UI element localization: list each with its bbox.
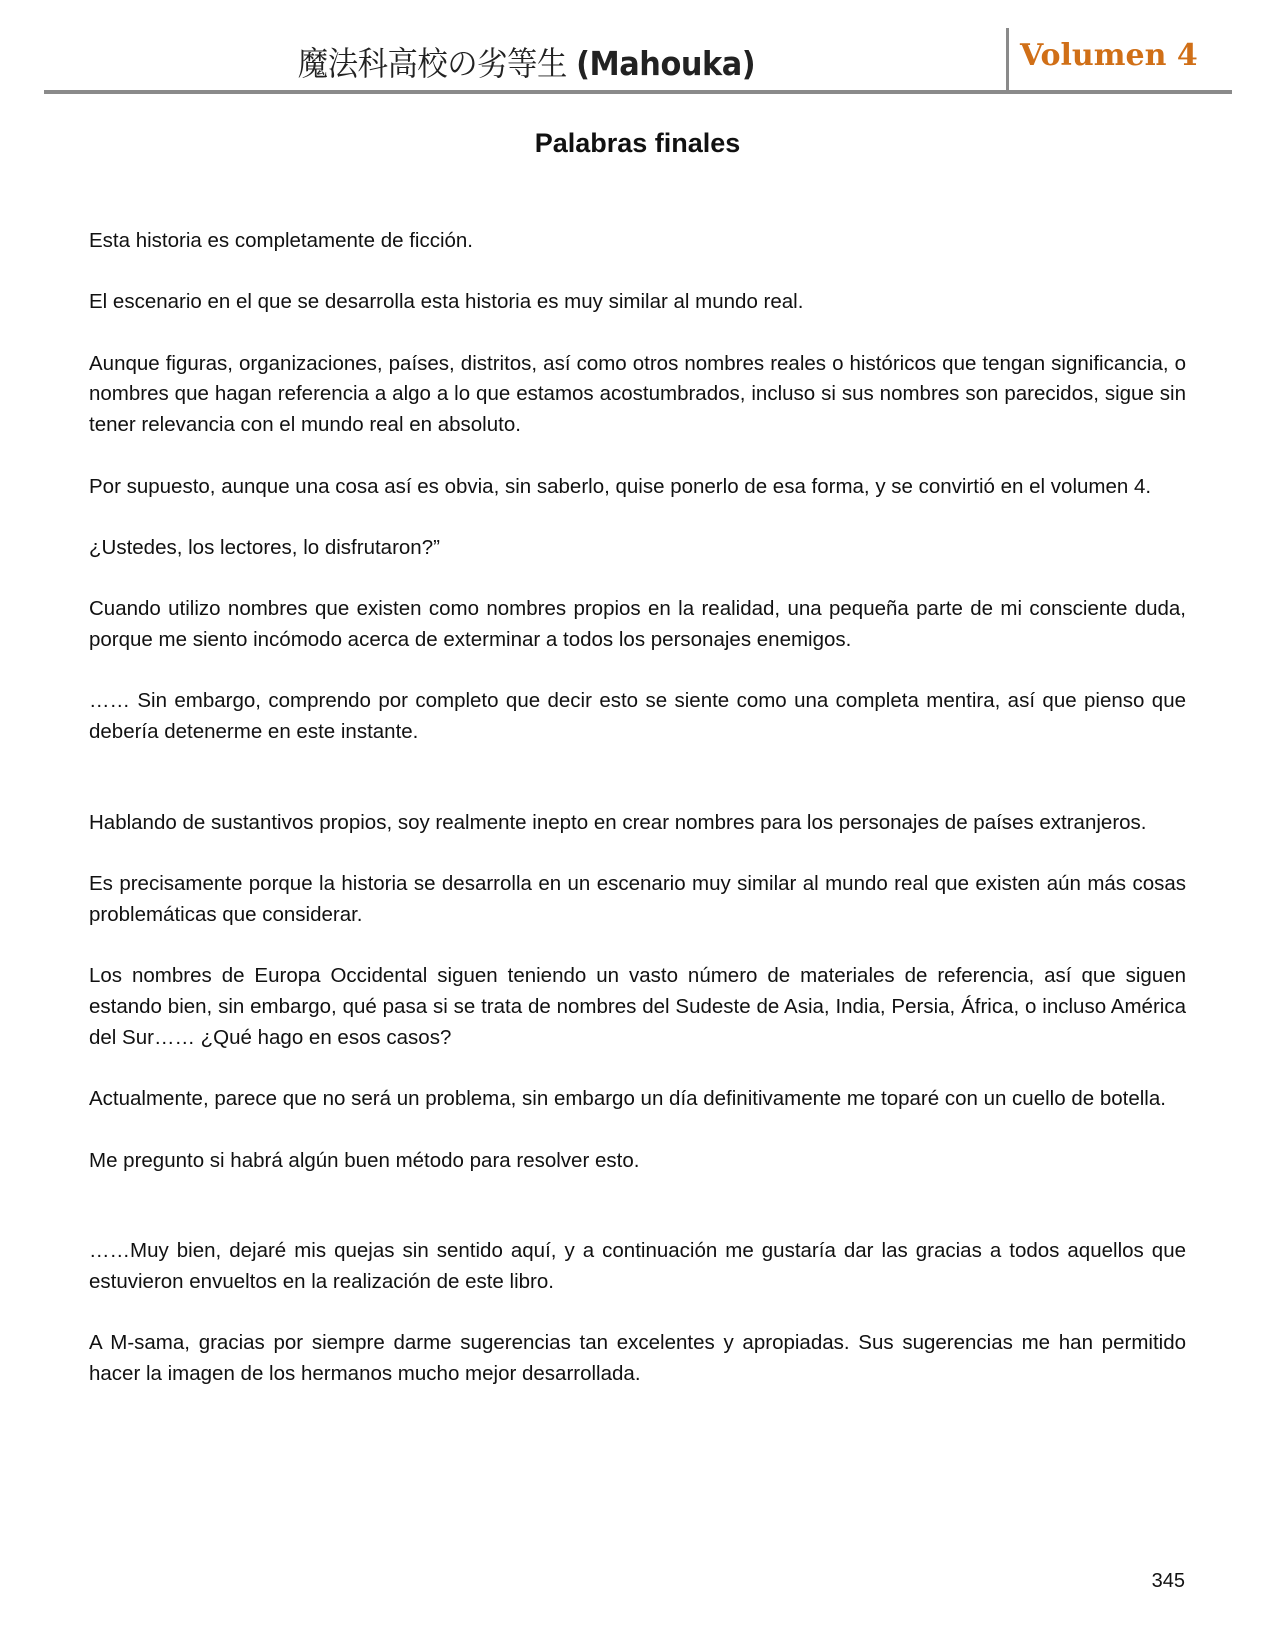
- paragraph: ……Muy bien, dejaré mis quejas sin sentido aquí, y a continuación me gustaría dar las gracias a todos aquellos que estuvieron envueltos en la realización de este libro.: [89, 1239, 1186, 1293]
- page-number: 345: [1151, 1570, 1185, 1592]
- page-header: [44, 28, 1232, 94]
- chapter-title: Palabras finales: [534, 128, 741, 158]
- header-vertical-divider: [1006, 28, 1009, 92]
- paragraph: Es precisamente porque la historia se desarrolla en un escenario muy similar al mundo real que existen aún más cosas problemáticas que considerar.: [89, 872, 1186, 926]
- paragraph: ¿Ustedes, los lectores, lo disfrutaron?”: [89, 535, 440, 559]
- header-rule: [44, 90, 1232, 94]
- paragraph: …… Sin embargo, comprendo por completo que decir esto se siente como una completa mentira, así que pienso que debería detenerme en este instante.: [89, 689, 1186, 744]
- series-title-latin: (Mahouka): [576, 44, 756, 83]
- volume-label: Volumen 4: [1020, 38, 1198, 73]
- paragraph: Esta historia es completamente de ficción.: [89, 229, 473, 252]
- series-title: [83, 38, 971, 85]
- paragraph: Aunque figuras, organizaciones, países, distritos, así como otros nombres reales o históricos que tengan significancia, o nombres que hagan referencia a algo a lo que estamos acostumbrados, incluso si sus nombres son parecidos, sigue sin tener relevancia con el mundo real en absoluto.: [89, 351, 1186, 437]
- paragraph: Me pregunto si habrá algún buen método para resolver esto.: [89, 1148, 640, 1172]
- paragraph: El escenario en el que se desarrolla esta historia es muy similar al mundo real.: [89, 290, 804, 314]
- paragraph: Los nombres de Europa Occidental siguen teniendo un vasto número de materiales de referencia, así que siguen estando bien, sin embargo, qué pasa si se trata de nombres del Sudeste de Asia, India, Persia, África, o incluso América del Sur…… ¿Qué hago en esos casos?: [89, 964, 1186, 1049]
- paragraph: Por supuesto, aunque una cosa así es obvia, sin saberlo, quise ponerlo de esa forma, y se convirtió en el volumen 4.: [89, 474, 1152, 498]
- paragraph: Hablando de sustantivos propios, soy realmente inepto en crear nombres para los personajes de países extranjeros.: [89, 810, 1147, 834]
- paragraph: Cuando utilizo nombres que existen como nombres propios en la realidad, una pequeña parte de mi consciente duda, porque me siento incómodo acerca de exterminar a todos los personajes enemigos.: [89, 597, 1186, 652]
- paragraph: A M-sama, gracias por siempre darme sugerencias tan excelentes y apropiadas. Sus sugerencias me han permitido hacer la imagen de los hermanos mucho mejor desarrollada.: [89, 1331, 1186, 1386]
- body-text: [89, 226, 1186, 1420]
- series-title-japanese: 魔法科高校の劣等生: [297, 44, 567, 83]
- paragraph: Actualmente, parece que no será un problema, sin embargo un día definitivamente me toparé con un cuello de botella.: [89, 1087, 1166, 1111]
